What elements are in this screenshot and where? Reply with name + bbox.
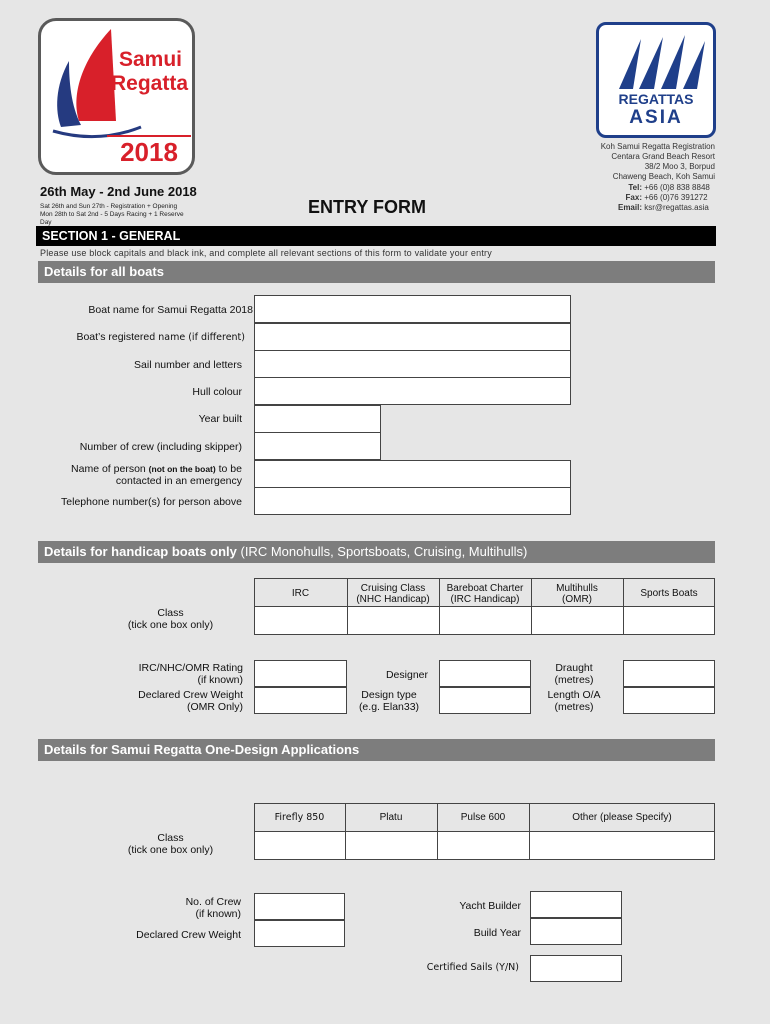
sails-icon — [599, 31, 713, 93]
tel-value: +66 (0)8 838 8848 — [644, 183, 710, 192]
contact-address — [601, 142, 715, 182]
emergency-contact-field[interactable] — [254, 460, 571, 488]
certified-sails-label: Certified Sails (Y/N) — [426, 962, 519, 973]
grid-divider — [254, 606, 623, 607]
onedesign-firefly-box[interactable] — [255, 832, 345, 859]
designer-label: Designer — [385, 669, 428, 681]
draught-a: Draught — [555, 662, 593, 674]
event-schedule — [40, 203, 184, 227]
contact-line1: Koh Samui Regatta Registration — [600, 142, 715, 151]
onedesign-pulse-box[interactable] — [438, 832, 529, 859]
logo-samui: Samui — [119, 48, 183, 71]
tel-label: Tel: — [628, 183, 642, 192]
design-type-label — [350, 689, 428, 713]
boat-name-label: Boat name for Samui Regatta 2018 — [88, 304, 253, 316]
emergency-part3: to be — [215, 463, 242, 475]
certified-sails-field[interactable] — [530, 955, 622, 982]
schedule-line3: Day — [40, 219, 52, 226]
build-year-label: Build Year — [473, 927, 521, 939]
build-year-field[interactable] — [530, 918, 622, 945]
hull-colour-label: Hull colour — [192, 386, 242, 398]
od-class-a: Class — [157, 832, 184, 844]
contact-line2: Centara Grand Beach Resort — [611, 152, 715, 161]
class-cruising-box[interactable] — [348, 607, 439, 635]
email-value: ksr@regattas.asia — [644, 203, 709, 212]
length-label — [535, 689, 613, 713]
logo-regattas: REGATTAS — [618, 91, 694, 107]
section-title: SECTION 1 - GENERAL — [36, 226, 716, 246]
col-cruising-a: Cruising Class — [360, 582, 426, 594]
design-type-field[interactable] — [439, 687, 531, 714]
regattas-asia-logo — [596, 22, 716, 138]
handicap-heading-sub: (IRC Monohulls, Sportsboats, Cruising, Multihulls) — [236, 544, 528, 559]
class-label-b: (tick one box only) — [127, 619, 214, 631]
samui-regatta-logo — [38, 18, 195, 175]
fax-label: Fax: — [625, 193, 642, 202]
year-built-field[interactable] — [254, 405, 381, 433]
registered-name-label — [40, 331, 245, 344]
telephone-label: Telephone number(s) for person above — [61, 496, 242, 508]
od-crew-b: (if known) — [195, 908, 241, 920]
class-label-a: Class — [157, 607, 184, 619]
logo-regatta: Regatta — [111, 72, 189, 95]
registered-name-part1: Boat’s registere — [76, 331, 150, 343]
year-built-label: Year built — [198, 413, 242, 425]
form-title: ENTRY FORM — [308, 197, 427, 217]
col-sports: Sports Boats — [640, 588, 698, 599]
crew-count-field[interactable] — [254, 432, 381, 460]
schedule-line2: Mon 28th to Sat 2nd - 5 Days Racing + 1 Reserve — [40, 211, 184, 218]
onedesign-platu-box[interactable] — [346, 832, 437, 859]
length-b: (metres) — [554, 701, 594, 713]
handicap-class-label — [100, 607, 241, 631]
class-multihulls-box[interactable] — [532, 607, 623, 635]
registered-name-field[interactable] — [254, 323, 571, 351]
od-crew-weight-field[interactable] — [254, 920, 345, 947]
od-crew-weight-label: Declared Crew Weight — [136, 929, 241, 941]
section-instruction: Please use block capitals and black ink, and complete all relevant sections of this form to validate your entry — [40, 248, 492, 258]
grid-divider — [254, 634, 715, 635]
registered-name-part2: d name (if different) — [149, 332, 245, 343]
logo-year: 2018 — [107, 135, 191, 167]
contact-phone — [606, 183, 710, 213]
col-pulse: Pulse 600 — [460, 812, 506, 823]
od-class-b: (tick one box only) — [127, 844, 214, 856]
onedesign-class-label — [100, 832, 241, 856]
od-crew-field[interactable] — [254, 893, 345, 920]
yacht-builder-field[interactable] — [530, 891, 622, 918]
crew-weight-b: (OMR Only) — [187, 701, 243, 713]
contact-line3: 38/2 Moo 3, Borpud — [644, 162, 715, 171]
emergency-part4: contacted in an emergency — [115, 475, 242, 487]
all-boats-heading: Details for all boats — [38, 261, 715, 283]
crew-weight-field[interactable] — [254, 687, 347, 714]
rating-a: IRC/NHC/OMR Rating — [138, 662, 243, 674]
col-bareboat-a: Bareboat Charter — [446, 582, 524, 594]
yacht-builder-label: Yacht Builder — [459, 900, 521, 912]
length-field[interactable] — [623, 687, 715, 714]
sail-number-label: Sail number and letters — [134, 359, 242, 371]
design-type-b: (e.g. Elan33) — [358, 701, 420, 713]
rating-field[interactable] — [254, 660, 347, 687]
emergency-contact-label — [40, 463, 242, 487]
email-label: Email: — [617, 203, 642, 212]
class-sports-box[interactable] — [624, 607, 714, 634]
contact-line4: Chaweng Beach, Koh Samui — [612, 172, 715, 181]
boat-name-field[interactable] — [254, 295, 571, 323]
col-multi-a: Multihulls — [556, 582, 598, 594]
onedesign-other-box[interactable] — [530, 832, 714, 859]
sail-number-field[interactable] — [254, 350, 571, 378]
draught-field[interactable] — [623, 660, 715, 687]
col-firefly: Firefly 850 — [274, 812, 325, 823]
event-dates: 26th May - 2nd June 2018 — [40, 184, 197, 199]
crew-weight-a: Declared Crew Weight — [138, 689, 243, 701]
onedesign-heading: Details for Samui Regatta One-Design Applications — [38, 739, 715, 761]
schedule-line1: Sat 26th and Sun 27th - Registration + Opening — [40, 203, 178, 210]
length-a: Length O/A — [547, 689, 601, 701]
rating-b: (if known) — [197, 674, 243, 686]
designer-field[interactable] — [439, 660, 531, 687]
design-type-a: Design type — [361, 689, 417, 701]
class-irc-box[interactable] — [255, 607, 347, 635]
fax-value: +66 (0)76 391272 — [644, 193, 708, 202]
col-bareboat-b: (IRC Handicap) — [450, 593, 520, 605]
col-other: Other (please Specify) — [572, 812, 672, 823]
emergency-part2: (not on the boat) — [148, 464, 216, 474]
od-crew-label — [100, 896, 241, 920]
handicap-heading — [38, 541, 715, 563]
handicap-heading-main: Details for handicap boats only — [44, 544, 237, 559]
crew-count-label: Number of crew (including skipper) — [79, 441, 242, 453]
col-multi-b: (OMR) — [562, 593, 592, 605]
draught-label — [535, 662, 613, 686]
draught-b: (metres) — [554, 674, 594, 686]
telephone-field[interactable] — [254, 487, 571, 515]
col-irc: IRC — [291, 588, 310, 599]
crew-weight-label — [80, 689, 243, 713]
hull-colour-field[interactable] — [254, 377, 571, 405]
class-bareboat-box[interactable] — [440, 607, 531, 635]
logo-asia: ASIA — [629, 107, 683, 128]
emergency-part1: Name of person — [71, 463, 149, 475]
col-platu: Platu — [379, 812, 403, 823]
col-cruising-b: (NHC Handicap) — [356, 593, 430, 605]
od-crew-a: No. of Crew — [185, 896, 241, 908]
rating-label — [80, 662, 243, 686]
